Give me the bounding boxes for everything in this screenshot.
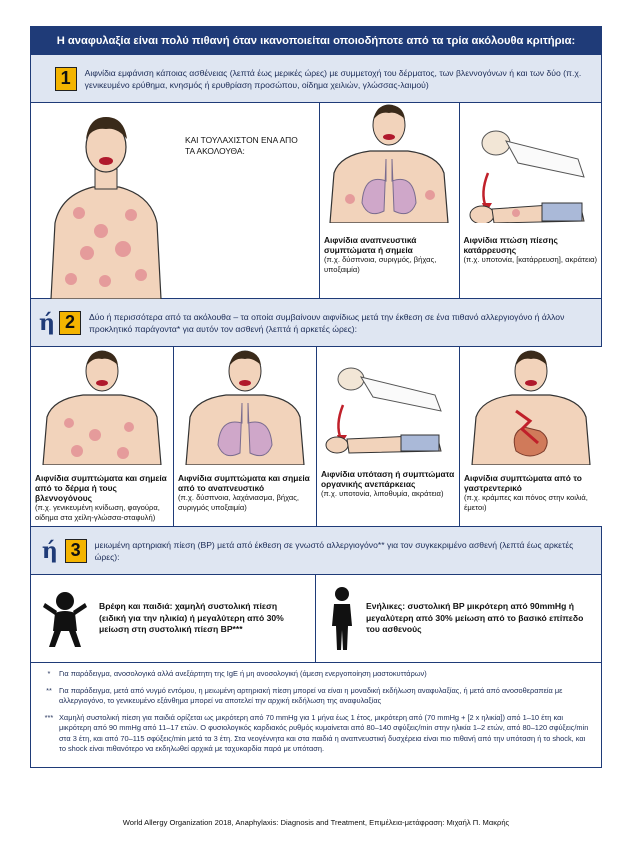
- criterion-2-text: Δύο ή περισσότερα από τα ακόλουθα – τα οποία συμβαίνουν αιφνίδιως μετά την έκθεση σε ένα πιθανό αλλεργιογόνο ή άλλον προκλητικό παράγοντα* για αυτόν τον ασθενή (λεπτά ή αρκετές ώρες):: [89, 311, 565, 334]
- source-footer: World Allergy Organization 2018, Anaphylaxis: Diagnosis and Treatment, Επιμέλεια-μετάφραση: Μιχαήλ Π. Μακρής: [122, 818, 510, 827]
- gastrointestinal-caption: Αιφνίδια συμπτώματα από το γαστρεντερικό (π.χ. κράμπες και πόνος στην κοιλιά, έμετοι): [464, 473, 588, 512]
- at-least-one-text: ΚΑΙ ΤΟΥΛΑΧΙΣΤΟΝ ΕΝΑ ΑΠΟ ΤΑ ΑΚΟΛΟΥΘΑ:: [185, 135, 298, 156]
- hypotension-panel: [460, 103, 602, 298]
- infants-panel: [31, 575, 316, 662]
- or-label: ή: [41, 537, 58, 564]
- organ-failure-panel: [317, 347, 460, 526]
- lungs-icon: [320, 103, 458, 223]
- criterion-1-badge: 1: [55, 67, 77, 91]
- footnote-text: Χαμηλή συστολική πίεση για παιδιά ορίζεται ως μικρότερη από 70 mmHg για 1 μήνα έως 1 έτος, μικρότερη από (70 mmHg + [2 x ηλικία]) από 1–10 έτη και μικρότερη από 90 mmHg από 11–17 ετών. Ο φυσιολογικός καρδιακός ρυθμός κυμαίνεται από 80–140 σφύξεις/min στην ηλικία 1–2 ετών, από 80–120 σφύξεις/min στα 3 έτη, και από 70–115 σφύξεις/min μετά τα 3 έτη. Στα νεογέννητα και στα παιδιά η αναπνευστική δυσχέρεια είναι πιο πιθανή από την υπόταση ή το shock, και το shock είναι πιθανότερο να εκδηλωθεί αρχικά με ταχυκαρδία παρά με υπόταση.: [59, 712, 589, 753]
- collapse-icon: [317, 347, 459, 455]
- footnote: [39, 686, 593, 707]
- footnote-text: Για παράδειγμα, ανοσολογικά αλλά ανεξάρτητη της IgE ή μη ανοσολογική (άμεση ενεργοποίηση μαστοκυττάρων): [59, 669, 427, 678]
- footnote-text: Για παράδειγμα, μετά από νυγμό εντόμου, η μειωμένη αρτηριακή πίεση μπορεί να είναι η μοναδική εκδήλωση αναφυλαξίας, ή μετά από ανοσοθεραπεία με αλλεργιογόνο, το γενικευμένο εξάνθημα μπορεί να αποτελεί την αρχική εκδήλωση της αναφυλαξίας: [59, 685, 563, 705]
- footnote-mark: **: [46, 685, 52, 695]
- criterion-1-header: [31, 55, 601, 103]
- skin-panel: [31, 103, 320, 298]
- footnote: [39, 669, 593, 680]
- stomach-icon: [460, 347, 602, 465]
- airway-caption: Αιφνίδια συμπτώματα και σημεία από το αναπνευστικό (π.χ. δύσπνοια, λαχάνιασμα, βήχας, συριγμός υποξαιμία): [178, 473, 310, 512]
- respiratory-panel: [320, 103, 460, 298]
- skin-mucosa-panel: [31, 347, 174, 526]
- torso-rash-icon: [31, 103, 181, 299]
- collapse-icon: [460, 103, 600, 223]
- criterion-3-panels: [31, 575, 601, 663]
- adults-panel: [316, 575, 601, 662]
- adults-criterion: Ενήλικες: συστολική BP μικρότερη από 90mmHg ή μεγαλύτερη από 30% μείωση από το βασικό επίπεδο του ασθενούς: [366, 601, 584, 635]
- respiratory-caption: Αιφνίδια αναπνευστικά συμπτώματα ή σημεία (π.χ. δύσπνοια, συριγμός, βήχας, υποξαιμία): [323, 235, 437, 274]
- footnote: [39, 713, 593, 755]
- criterion-3-badge: 3: [65, 539, 87, 563]
- criterion-1-panels: [31, 103, 601, 299]
- hypotension-caption: Αιφνίδια πτώση πίεσης κατάρρευσης (π.χ. υποτονία, [κατάρρευση], ακράτεια): [463, 235, 597, 264]
- criterion-3-header: [31, 527, 601, 575]
- footnotes: [31, 663, 601, 767]
- criterion-2-badge: 2: [59, 311, 81, 335]
- criterion-1-text: Αιφνίδια εμφάνιση κάποιας ασθένειας (λεπτά έως μερικές ώρες) με συμμετοχή του δέρματος, των βλεννογόνων ή και των δύο (π.χ. γενικευμένο ερύθημα, κνησμός ή ερυθρίαση προσώπου, οίδημα χειλιών, γλώσσας-λαιμού): [84, 67, 582, 90]
- airway-panel: [174, 347, 317, 526]
- criterion-3-text: μειωμένη αρτηριακή πίεση (ΒΡ) μετά από έκθεση σε γνωστό αλλεργιογόνο** για τον συγκεκριμένο ασθενή (λεπτά έως αρκετές ώρες):: [94, 539, 574, 562]
- criterion-2-header: [31, 299, 601, 347]
- skin-mucosa-caption: Αιφνίδια συμπτώματα και σημεία από το δέρμα ή τους βλεννογόνους (π.χ. γενικευμένη κνίδωση, φαγούρα, οίδημα στα χείλη-γλώσσα-σταφυλή): [35, 473, 167, 522]
- adult-icon: [328, 586, 356, 652]
- footnote-mark: ***: [44, 712, 54, 722]
- gastrointestinal-panel: [460, 347, 602, 526]
- infographic-frame: [30, 26, 602, 768]
- or-label: ή: [39, 309, 55, 336]
- infants-criterion: Βρέφη και παιδιά: χαμηλή συστολική πίεση (ειδική για την ηλικία) ή μεγαλύτερη από 30% μείωση στη συστολική πίεση BP***: [99, 601, 284, 635]
- criterion-2-panels: [31, 347, 601, 527]
- footnote-mark: *: [47, 669, 51, 678]
- infant-icon: [41, 589, 89, 649]
- organ-failure-caption: Αιφνίδια υπόταση ή συμπτώματα οργανικής ανεπάρκειας (π.χ. υποτονία, λιποθυμία, ακράτεια): [321, 469, 455, 498]
- lungs-icon: [174, 347, 316, 465]
- torso-rash-icon: [31, 347, 173, 465]
- page-title: Η αναφυλαξία είναι πολύ πιθανή όταν ικανοποιείται οποιοδήποτε από τα τρία ακόλουθα κριτήρια:: [31, 27, 601, 55]
